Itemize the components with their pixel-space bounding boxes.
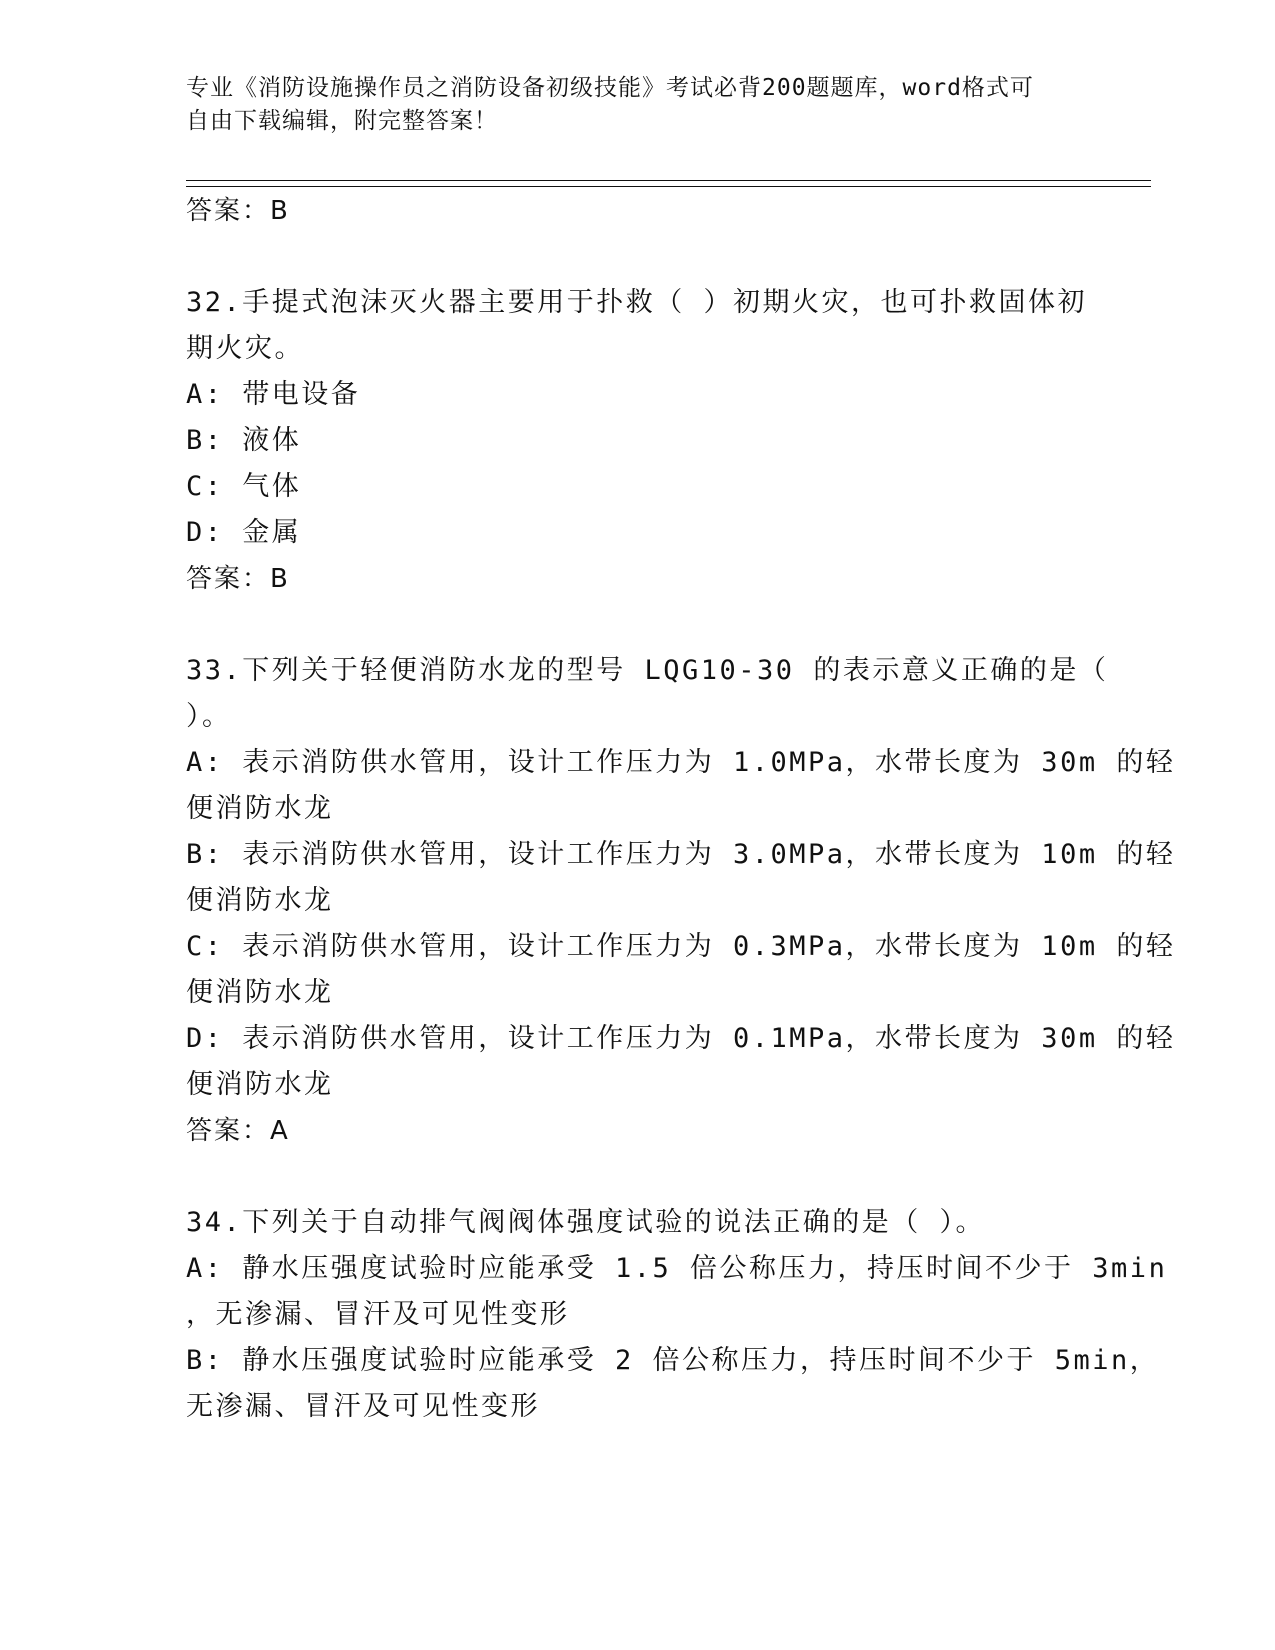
question-block [186,648,1176,1154]
question-stem: 34.下列关于自动排气阀阀体强度试验的说法正确的是（ ）。 [186,1207,986,1238]
spacer [186,234,1086,280]
document-header [186,72,1076,138]
header-rule-bottom [186,186,1151,187]
header-line-2: 自由下载编辑，附完整答案！ [186,108,498,134]
option-d: D: 表示消防供水管用，设计工作压力为 0.1MPa，水带长度为 30m 的轻 [186,1023,1176,1054]
option-c: C: 气体 [186,471,302,502]
document-body [186,188,1176,1430]
option-a: A: 表示消防供水管用，设计工作压力为 1.0MPa，水带长度为 30m 的轻 [186,747,1176,778]
option-c-continued: 便消防水龙 [186,977,334,1008]
option-b: B: 表示消防供水管用，设计工作压力为 3.0MPa，水带长度为 10m 的轻 [186,839,1176,870]
option-d: D: 金属 [186,517,302,548]
question-block [186,280,1086,602]
option-a-continued: ，无渗漏、冒汗及可见性变形 [186,1299,570,1330]
question-stem: 32.手提式泡沫灭火器主要用于扑救（ ）初期火灾，也可扑救固体初 [186,287,1088,318]
option-b-continued: 便消防水龙 [186,885,334,916]
option-a-continued: 便消防水龙 [186,793,334,824]
question-stem-continued: 期火灾。 [186,333,304,364]
answer-label: 答案：B [186,196,290,226]
question-stem: 33.下列关于轻便消防水龙的型号 LQG10-30 的表示意义正确的是（ [186,655,1109,686]
header-rule-top [186,180,1151,181]
spacer [186,1154,1086,1200]
option-b: B: 液体 [186,425,302,456]
option-c: C: 表示消防供水管用，设计工作压力为 0.3MPa，水带长度为 10m 的轻 [186,931,1176,962]
spacer [186,602,1086,648]
header-line-1: 专业《消防设施操作员之消防设备初级技能》考试必背200题题库，word格式可 [186,75,1034,101]
question-block [186,1200,1168,1430]
option-a: A: 带电设备 [186,379,361,410]
answer-label: 答案：A [186,1116,290,1146]
option-a: A: 静水压强度试验时应能承受 1.5 倍公称压力，持压时间不少于 3min [186,1253,1168,1284]
option-b: B: 静水压强度试验时应能承受 2 倍公称压力，持压时间不少于 5min， [186,1345,1160,1376]
answer-label: 答案：B [186,564,290,594]
question-stem-continued: ）。 [186,701,232,732]
option-b-continued: 无渗漏、冒汗及可见性变形 [186,1391,540,1422]
option-d-continued: 便消防水龙 [186,1069,334,1100]
